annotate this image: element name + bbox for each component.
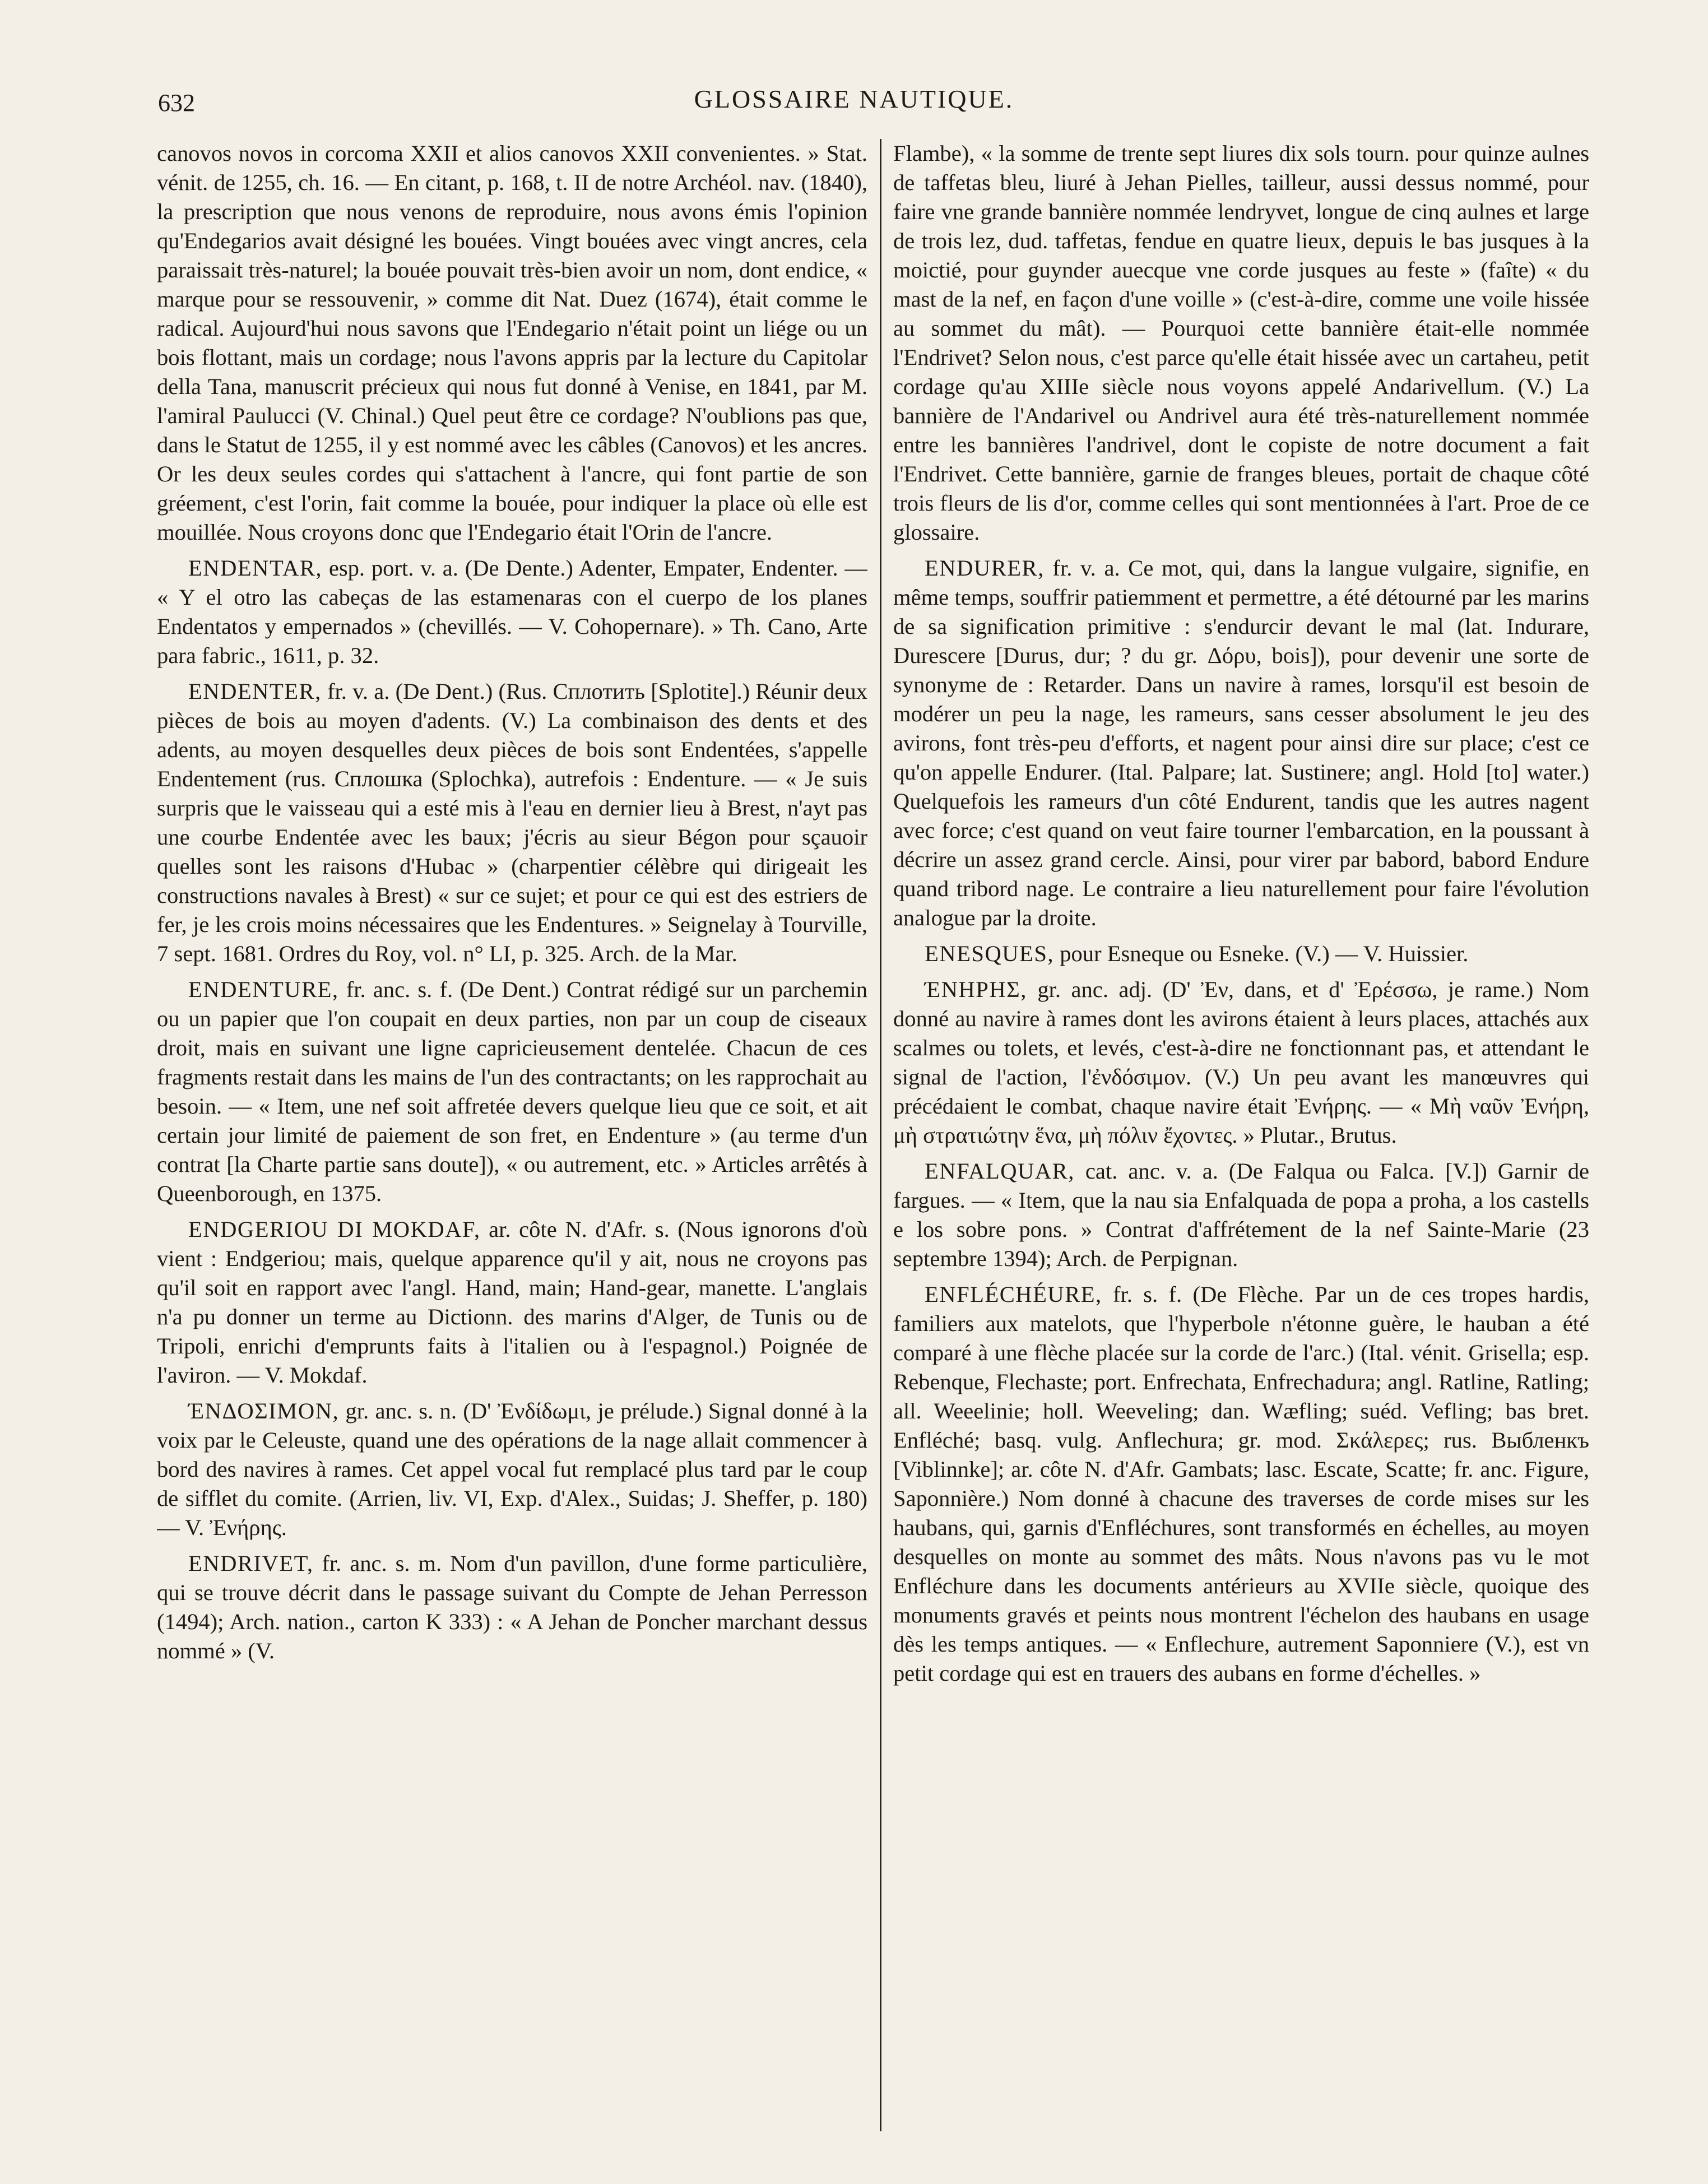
glossary-entry	[893, 1157, 1589, 1273]
glossary-entry	[893, 1280, 1589, 1688]
column-rule	[880, 139, 881, 2131]
entry-headword: ENDURER,	[925, 555, 1045, 581]
entry-text: gr. anc. adj. (D' Ἐν, dans, et d' Ἐρέσσω, je rame.) Nom donné au navire à rames dont les avirons étaient à leurs places, attachés aux scalmes ou tolets, et levés, c'est-à-dire ne fonctionnant pas, et attendant le signal de l'action, l'ἐνδόσιμον. (V.) Un peu avant les manœuvres qui précédaient le combat, chaque navire était Ἐνήρης. — « Μὴ ναῦν Ἐνήρη, μὴ στρατιώτην ἕνα, μὴ πόλιν ἔχοντες. » Plutar., Brutus.	[893, 977, 1589, 1148]
right-column	[893, 139, 1589, 2134]
running-title: GLOSSAIRE NAUTIQUE.	[694, 85, 1014, 113]
entry-text: pour Esneque ou Esneke. (V.) — V. Huissier.	[1054, 941, 1469, 966]
left-column	[157, 139, 867, 2134]
glossary-entry	[157, 554, 867, 670]
glossary-entry	[157, 1397, 867, 1542]
continued-text	[893, 139, 1589, 547]
entry-headword: ENESQUES,	[925, 941, 1055, 966]
entry-headword: ΈΝΔΟΣΙΜΟΝ,	[188, 1398, 340, 1423]
entry-text: fr. v. a. Ce mot, qui, dans la langue vulgaire, signifie, en même temps, souffrir patiemment et permettre, a été détourné par les marins de sa signification primitive : s'endurcir devant le mal (lat. Indurare, Durescere [Durus, dur; ? du gr. Δόρυ, bois]), pour devenir une sorte de synonyme de : Retarder. Dans un navire à rames, lorsqu'il est besoin de modérer un peu la nage, les rameurs, sans cesser absolument le jeu des avirons, font très-peu d'efforts, et nagent pour ainsi dire sur place; c'est ce qu'on appelle Endurer. (Ital. Palpare; lat. Sustinere; angl. Hold [to] water.) Quelquefois les rameurs d'un côté Endurent, tandis que les autres nagent avec force; c'est quand on veut faire tourner l'embarcation, en la poussant à décrire un assez grand cercle. Ainsi, pour virer par babord, babord Endure quand tribord nage. Le contraire a lieu naturellement pour faire l'évolution analogue par la droite.	[893, 555, 1589, 930]
glossary-entry	[157, 975, 867, 1208]
glossary-entry	[157, 1549, 867, 1666]
entry-text: fr. s. f. (De Flèche. Par un de ces tropes hardis, familiers aux matelots, que l'hyperbole n'étonne guère, le hauban a été comparé à une flèche placée sur la corde de l'arc.) (Ital. vénit. Grisella; esp. Rebenque, Flechaste; port. Enfrechata, Enfrechadura; angl. Ratline, Ratling; all. Weeelinie; holl. Weeveling; dan. Wæfling; suéd. Vefling; bas bret. Enfléché; basq. vulg. Anflechura; gr. mod. Σκάλερες; rus. Выбленкъ [Viblinnke]; ar. côte N. d'Afr. Gambats; lasc. Escate, Scatte; fr. anc. Figure, Saponnière.) Nom donné à chacune des traverses de corde mises sur les haubans, qui, garnis d'Enfléchures, sont transformés en échelles, au moyen desquelles on monte au sommet des mâts. Nous n'avons pas vu le mot Enfléchure dans les documents antérieurs au XVIIe siècle, quoique des monuments gravés et peints nous montrent l'échelon des haubans en usage dès les temps antiques. — « Enflechure, autrement Saponniere (V.), est vn petit cordage qui est en trauers des aubans en forme d'échelles. »	[893, 1282, 1589, 1686]
glossary-entry	[157, 677, 867, 968]
entry-text: canovos novos in corcoma XXII et alios canovos XXII convenientes. » Stat. vénit. de 1255, ch. 16. — En citant, p. 168, t. II de notre Archéol. nav. (1840), la prescription que nous venons de reproduire, nous avons émis l'opinion qu'Endegarios avait désigné les bouées. Vingt bouées avec vingt ancres, cela paraissait très-naturel; la bouée pouvait très-bien avoir un nom, dont endice, « marque pour se ressouvenir, » comme dit Nat. Duez (1674), était comme le radical. Aujourd'hui nous savons que l'Endegario n'était point un liége ou un bois flottant, mais un cordage; nous l'avons appris par la lecture du Capitolar della Tana, manuscrit précieux qui nous fut donné à Venise, en 1841, par M. l'amiral Paulucci (V. Chinal.) Quel peut être ce cordage? N'oublions pas que, dans le Statut de 1255, il y est nommé avec les câbles (Canovos) et les ancres. Or les deux seules cordes qui s'attachent à l'ancre, qui font partie de son gréement, c'est l'orin, fait comme la bouée, pour indiquer la place où elle est mouillée. Nous croyons donc que l'Endegario était l'Orin de l'ancre.	[157, 141, 867, 545]
entry-text: fr. anc. s. m. Nom d'un pavillon, d'une forme particulière, qui se trouve décrit dans le passage suivant du Compte de Jehan Perresson (1494); Arch. nation., carton K 333) : « A Jehan de Poncher marchant dessus nommé » (V.	[157, 1551, 867, 1663]
entry-text: fr. v. a. (De Dent.) (Rus. Сплотить [Splotite].) Réunir deux pièces de bois au moyen d'adents. (V.) La combinaison des dents et des adents, au moyen desquelles deux pièces de bois sont Endentées, s'appelle Endentement (rus. Сплошка (Splochka), autrefois : Endenture. — « Je suis surpris que le vaisseau qui a esté mis à l'eau en dernier lieu à Brest, n'ayt pas une courbe Endentée avec les baux; j'écris au sieur Bégon pour sçauoir quelles sont les raisons d'Hubac » (charpentier célèbre qui dirigeait les constructions navales à Brest) « sur ce sujet; et pour ce qui est des estriers de fer, je les crois moins nécessaires que les Endentures. » Seignelay à Tourville, 7 sept. 1681. Ordres du Roy, vol. n° LI, p. 325. Arch. de la Mar.	[157, 679, 867, 966]
page-number: 632	[158, 89, 195, 117]
entry-headword: ENFLÉCHÉURE,	[925, 1282, 1102, 1307]
entry-headword: ΈΝΗΡΗΣ,	[925, 977, 1027, 1002]
entry-text: cat. anc. v. a. (De Falqua ou Falca. [V.]) Garnir de fargues. — « Item, que la nau sia Enfalquada de popa a proha, a los castells e los sobre pons. » Contrat d'affrétement de la nef Sainte-Marie (23 septembre 1394); Arch. de Perpignan.	[893, 1158, 1589, 1271]
entry-text: fr. anc. s. f. (De Dent.) Contrat rédigé sur un parchemin ou un papier que l'on coupait en deux parties, non par un coup de ciseaux droit, mais en suivant une ligne capricieusement dentelée. Chacun de ces fragments restait dans les mains de l'un des contractants; on les rapprochait au besoin. — « Item, une nef soit affretée devers quelque lieu que ce soit, et ait certain jour limité de paiement de son fret, en Endenture » (au terme d'un contrat [la Charte partie sans doute]), « ou autrement, etc. » Articles arrêtés à Queenborough, en 1375.	[157, 977, 867, 1206]
entry-text: ar. côte N. d'Afr. s. (Nous ignorons d'où vient : Endgeriou; mais, quelque apparence qu'il y ait, nous ne croyons pas qu'il soit en rapport avec l'angl. Hand, main; Hand-gear, manette. L'anglais n'a pu donner un terme au Dictionn. des marins d'Alger, de Tunis ou de Tripoli, enrichi d'emprunts faits à l'italien ou à l'espagnol.) Poignée de l'aviron. — V. Mokdaf.	[157, 1217, 867, 1388]
entry-headword: ENDENTER,	[188, 679, 322, 704]
entry-headword: ENDGERIOU DI MOKDAF,	[188, 1217, 481, 1242]
glossary-entry	[893, 939, 1589, 968]
entry-text: esp. port. v. a. (De Dente.) Adenter, Empater, Endenter. — « Y el otro las cabeças de las estamenaras con el cuerpo de los planes Endentatos y empernados » (chevillés. — V. Cohopernare). » Th. Cano, Arte para fabric., 1611, p. 32.	[157, 555, 867, 668]
glossary-entry	[157, 1215, 867, 1390]
glossary-entry	[893, 554, 1589, 933]
entry-headword: ENFALQUAR,	[925, 1158, 1075, 1184]
continued-text	[157, 139, 867, 547]
entry-headword: ENDRIVET,	[188, 1551, 314, 1576]
glossary-entry	[893, 975, 1589, 1150]
entry-text: gr. anc. s. n. (D' Ἐνδίδωμι, je prélude.) Signal donné à la voix par le Celeuste, quand une des opérations de la nage allait commencer à bord des navires à rames. Cet appel vocal fut remplacé plus tard par le coup de sifflet du comite. (Arrien, liv. VI, Exp. d'Alex., Suidas; J. Sheffer, p. 180) — V. Ἐνήρης.	[157, 1398, 867, 1540]
entry-headword: ENDENTAR,	[188, 555, 323, 581]
entry-text: Flambe), « la somme de trente sept liures dix sols tourn. pour quinze aulnes de taffetas bleu, liuré à Jehan Pielles, tailleur, aussi dessus nommé, pour faire vne grande bannière nommée lendryvet, longue de cinq aulnes et large de trois lez, dud. taffetas, fendue en quatre lieux, depuis le bas jusques à la moictié, pour guynder auecque vne corde jusques au feste » (faîte) « du mast de la nef, en façon d'une voille » (c'est-à-dire, comme une voile hissée au sommet du mât). — Pourquoi cette bannière était-elle nommée l'Endrivet? Selon nous, c'est parce qu'elle était hissée avec un cartaheu, petit cordage qu'au XIIIe siècle nous voyons appelé Andarivellum. (V.) La bannière de l'Andarivel ou Andrivel aura été très-naturellement nommée entre les bannières l'andrivel, dont le copiste de notre document a fait l'Endrivet. Cette bannière, garnie de franges bleues, portait de chaque côté trois fleurs de lis d'or, comme celles qui sont mentionnées à l'art. Proe de ce glossaire.	[893, 141, 1589, 545]
entry-headword: ENDENTURE,	[188, 977, 339, 1002]
